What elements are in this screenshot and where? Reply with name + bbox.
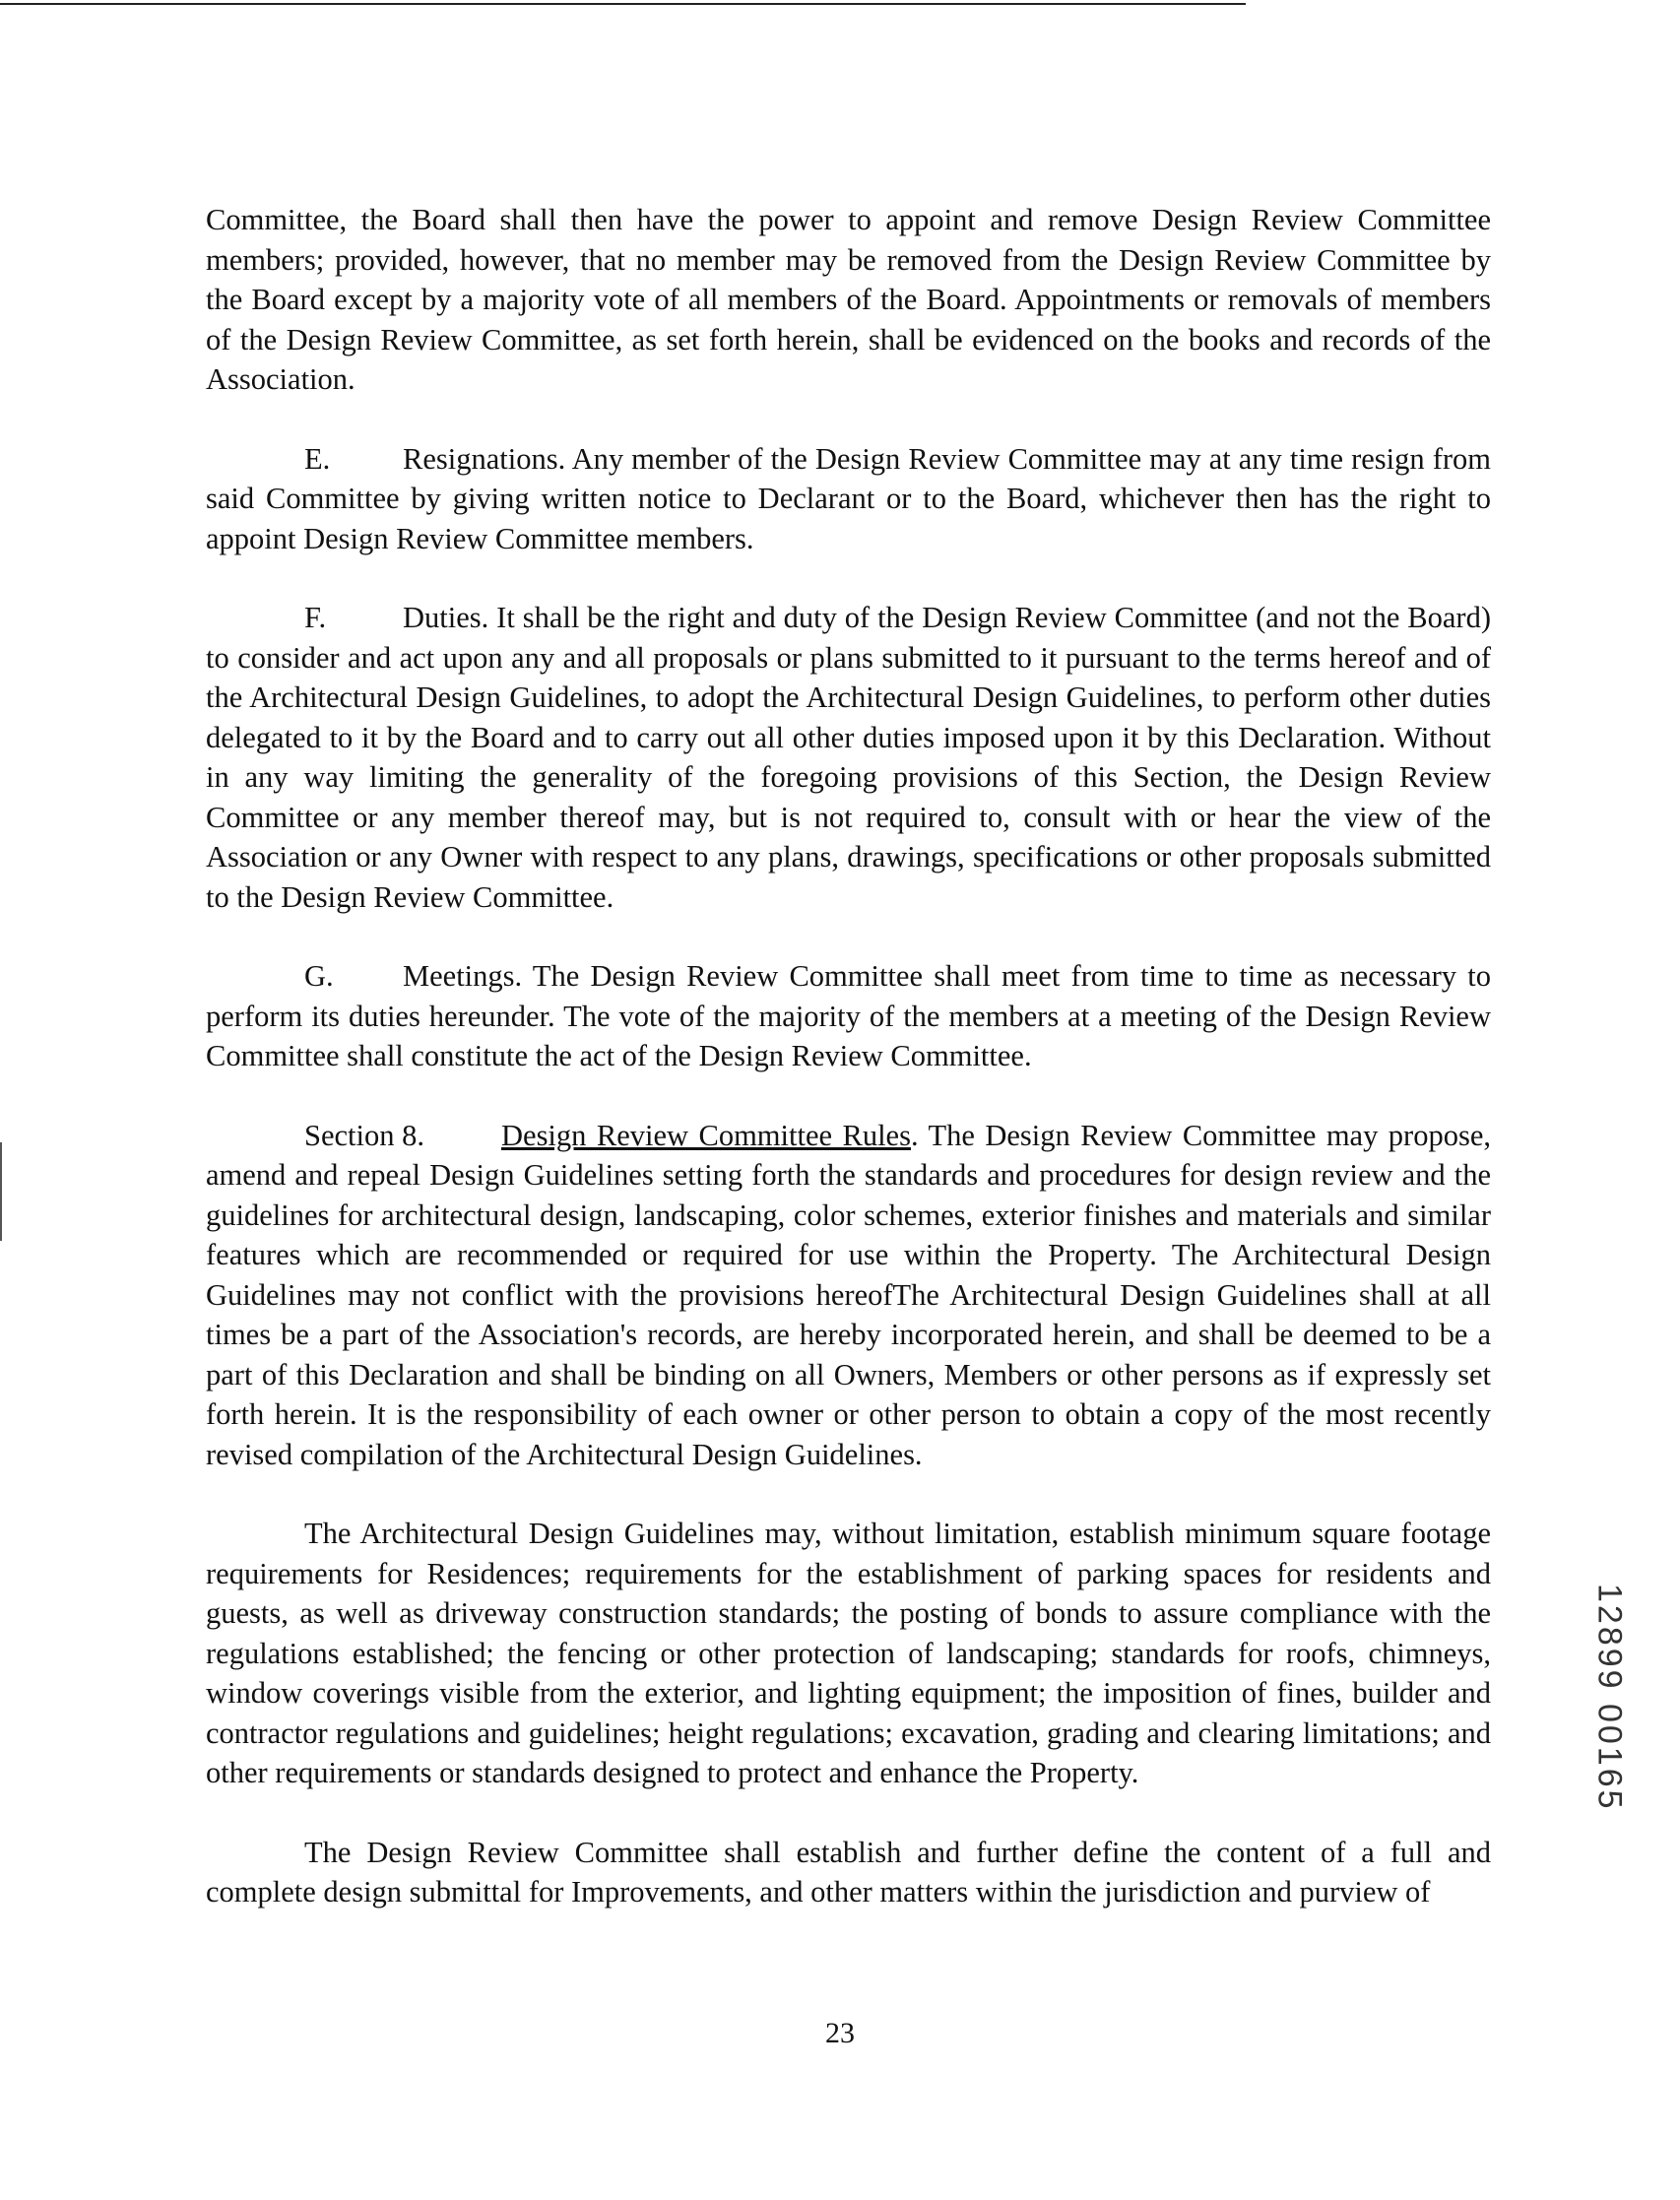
margin-recording-stamp <box>1580 1584 1639 1840</box>
section-8-title-period: . <box>910 1118 919 1152</box>
section-g-label: G. <box>304 959 334 993</box>
section-8-text: The Design Review Committee may propose, amend and repeal Design Guidelines setting forth the standards and procedures for design review and the guidelines for architectural design, landscaping, color schemes, exterior finishes and materials and similar features which are recommended or required for use within the Property. The Architectural Design Guidelines may not conflict with the provisions hereofThe Architectural Design Guidelines shall at all times be a part of the Association's records, are hereby incorporated herein, and shall be deemed to be a part of this Declaration and shall be binding on all Owners, Members or other persons as if expressly set forth herein. It is the responsibility of each owner or other person to obtain a copy of the most recently revised compilation of the Architectural Design Guidelines. <box>206 1118 1491 1471</box>
margin-stamp-text: 12899 00165 <box>1590 1584 1629 1812</box>
paragraph-appointments: Committee, the Board shall then have the power to appoint and remove Design Review Committee members; provided, however, that no member may be removed from the Design Review Committee by the Board except by a majority vote of all members of the Board. Appointments or removals of members of the Design Review Committee, as set forth herein, shall be evidenced on the books and records of the Association. <box>206 203 1491 396</box>
section-8-rules <box>206 1116 1491 1475</box>
section-8-label: Section 8. <box>304 1118 424 1152</box>
document-body <box>206 200 1491 1952</box>
section-g-text: Meetings. The Design Review Committee shall meet from time to time as necessary to perform its duties hereunder. The vote of the majority of the members at a meeting of the Design Review Committee shall constitute the act of the Design Review Committee. <box>206 959 1491 1072</box>
section-f-duties <box>206 598 1491 917</box>
section-f-label: F. <box>304 601 327 634</box>
top-scan-rule <box>0 3 1246 5</box>
section-e-resignations <box>206 439 1491 559</box>
paragraph-design-submittal: The Design Review Committee shall establish and further define the content of a full and complete design submittal for Improvements, and other matters within the jurisdiction and purview of <box>206 1835 1491 1909</box>
page-number: 23 <box>825 2017 855 2049</box>
left-scan-mark <box>0 1142 2 1241</box>
section-8-title: Design Review Committee Rules <box>501 1118 911 1152</box>
section-e-text: Resignations. Any member of the Design Review Committee may at any time resign from said Committee by giving written notice to Declarant or to the Board, whichever then has the right to appoint Design Review Committee members. <box>206 441 1491 555</box>
section-f-text: Duties. It shall be the right and duty of the Design Review Committee (and not the Board) to consider and act upon any and all proposals or plans submitted to it pursuant to the terms hereof and of the Architectural Design Guidelines, to adopt the Architectural Design Guidelines, to perform other duties delegated to it by the Board and to carry out all other duties imposed upon it by this Declaration. Without in any way limiting the generality of the foregoing provisions of this Section, the Design Review Committee or any member thereof may, but is not required to, consult with or hear the view of the Association or any Owner with respect to any plans, drawings, specifications or other proposals submitted to the Design Review Committee. <box>206 601 1491 914</box>
section-e-label: E. <box>304 441 331 476</box>
section-g-meetings <box>206 956 1491 1076</box>
paragraph-guidelines-scope: The Architectural Design Guidelines may, without limitation, establish minimum square footage requirements for Residences; requirements for the establishment of parking spaces for residents and guests, as well as driveway construction standards; the posting of bonds to assure compliance with the regulations established; the fencing or other protection of landscaping; standards for roofs, chimneys, window coverings visible from the exterior, and lighting equipment; the imposition of fines, builder and contractor regulations and guidelines; height regulations; excavation, grading and clearing limitations; and other requirements or standards designed to protect and enhance the Property. <box>206 1517 1491 1789</box>
